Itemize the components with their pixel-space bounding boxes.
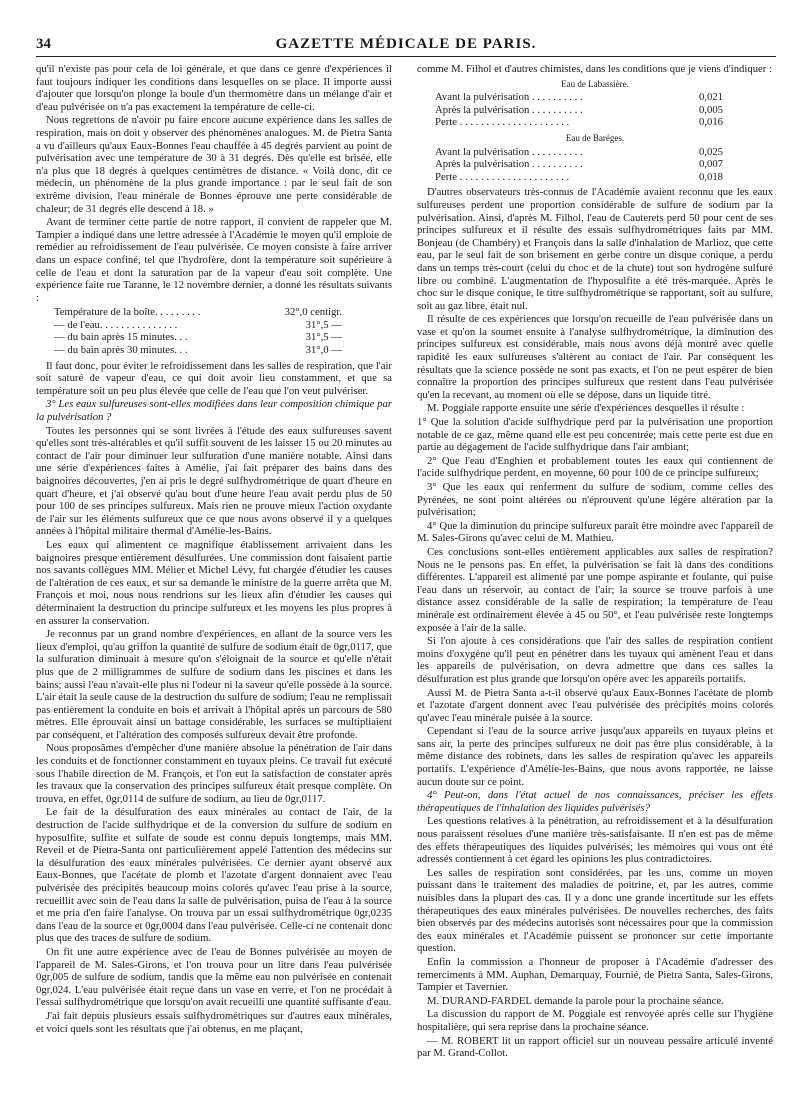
paragraph: D'autres observateurs très-connus de l'Académie avaient reconnu que les eaux sulfureuses perdent une proportion considérable de sulfure de sodium par la pulvérisation. Ainsi, d'après M. Filhol, l'eau de Cauterets perd 50 pour cent de ses principes sulfureux et il résulte des essais sulfhydrométriques faits par MM. Bonjeau (de Chambéry) et François dans la salle d'inhalation de Marlioz, que cette eau, par le seul fait de son brisement en gerbe contre un disque conique, a perdu dans un temps très-court (celui du choc et de la chute) tout son hydrogène sulfuré libre ou combiné. L'augmentation de l'hyposulfite a été très-marquée. Après le choc sur le disque conique, le titre sulfhydrométrique se rapportant, soit au sulfure, soit au gaz libre, était nul. <box>417 186 773 312</box>
list-item: 3° Que les eaux qui renferment du sulfure de sodium, comme celles des Pyrénées, ne sont point altérées ou n'éprouvent qu'une légère altération par la pulvérisation; <box>417 481 773 519</box>
bareges-table <box>417 132 773 183</box>
paragraph: Le fait de la désulfuration des eaux minérales au contact de l'air, de la destruction de l'acide sulfhydrique et de la conversion du sulfure de sodium en hyposulfite, sulfite et sulfate de soude est connu depuis longtemps, mais MM. Reveil et de Pietra-Santa ont particulièrement appelé l'attention des médecins sur la désulfuration des eaux minérales pulvérisées. Ce dernier ayant observé aux Eaux-Bonnes, que l'acétate de plomb et l'azotate d'argent donnaient avec l'eau pulvérisée des précipités beaucoup moins colorés qu'avec l'eau prise à la source, recueillit avec soin de l'eau dans la salle de pulvérisation, puisa de l'eau à la source et me pria d'en faire l'analyse. On trouva par un essai sulfhydrométrique 0gr,0235 dans l'eau de la source et 0gr,0004 dans l'eau pulvérisée. Celle-ci ne contenait donc plus que des traces de sulfure de sodium. <box>36 806 392 945</box>
paragraph: comme M. Filhol et d'autres chimistes, dans les conditions que je viens d'indiquer : <box>417 63 772 75</box>
table-caption: Eau de Baréges. <box>565 132 625 143</box>
table-row: Après la pulvérisation . . . . . . . . . . 0,005 <box>435 103 723 116</box>
paragraph: M. DURAND-FARDEL demande la parole pour la prochaine séance. <box>427 994 724 1007</box>
paragraph: Enfin la commission a l'honneur de proposer à l'Académie d'adresser des remerciments à MM. Auphan, Demarquay, Fournié, de Pietra Santa, Sales-Girons, Tampier et Tavernier. <box>417 955 773 994</box>
section-heading: 3° Les eaux sulfureuses sont-elles modifiées dans leur composition chimique par la pulvérisation ? <box>36 398 392 424</box>
paragraph: J'ai fait depuis plusieurs essais sulfhydrométriques sur d'autres eaux minérales, et voici quels sont les résultats que j'ai obtenus, en me plaçant, <box>36 1009 392 1035</box>
table-row: — du bain après 30 minutes. . . 31°,0 — <box>54 344 342 357</box>
left-column <box>36 63 392 1036</box>
temperature-table <box>36 306 392 356</box>
paragraph: Je reconnus par un grand nombre d'expériences, en allant de la source vers les lieux d'emploi, qu'au griffon la quantité de sulfure de sodium était de 0gr,0117, que la sulfuration diminuait à mesure qu'on s'éloignait de la source et qu'elle n'était plus que de 2 milligrammes de sulfure de sodium dans les piscines et dans les bains; aussi l'eau n'avait-elle plus ni l'odeur ni la saveur qu'elle possède à la source. L'air était la seule cause de la destruction du sulfure de sodium; l'eau ne remplissait pas entièrement la conduite en bois et arrivait à l'hôpital après un parcours de 580 mètres. Elle éprouvait ainsi un battage considérable, les surfaces se multipliaient par conséquent, et l'altération des composés sulfureux devait être profonde. <box>36 628 392 741</box>
list-item: 4° Que la diminution du principe sulfureux paraît être moindre avec l'appareil de M. Sales-Girons qu'avec celui de M. Mathieu. <box>417 519 773 545</box>
paragraph: Il résulte de ces expériences que lorsqu'on recueille de l'eau pulvérisée dans un vase et qu'on la soumet ensuite à l'analyse sulfhydrométrique, la diminution des principes sulfureux est considérable, mais nous avons déjà montré avec quelle rapidité les eaux sulfureuses s'altèrent au contact de l'air. Par conséquent les résultats que la science possède ne sont pas exacts, et l'on ne peut espérer de bien connaître la proportion des principes sulfureux que restent dans l'eau pulvérisée qu'en la recevant, au moment où elle se dépose, dans un liquide titré. <box>417 313 773 401</box>
paragraph: Si l'on ajoute à ces considérations que l'air des salles de respiration contient moins d'oxygène qu'il peut en pénétrer dans les tuyaux qui amènent l'eau et dans les appareils de pulvérisation, on devra admettre que dans ces salles la désulfuration est plus grande que lorsqu'on opère avec les appareils portatifs. <box>417 635 773 685</box>
right-column <box>417 63 773 1061</box>
paragraph: qu'il n'existe pas pour cela de loi générale, et que dans ce genre d'expériences il faut toujours indiquer les conditions dans lesquelles on se place. Il importe aussi d'ajouter que lorsqu'on plonge la boule d'un thermomètre dans un mélange d'air et d'eau pulvérisée on n'a pas exactement la température de celle-ci. <box>36 63 392 113</box>
page-number: 34 <box>36 36 51 52</box>
labassere-table <box>417 78 773 129</box>
table-row: Perte . . . . . . . . . . . . . . . . . . . . . 0,016 <box>435 116 723 129</box>
table-row: — du bain après 15 minutes. . . 31°,5 — <box>54 331 342 344</box>
paragraph: On fit une autre expérience avec de l'eau de Bonnes pulvérisée au moyen de l'appareil de M. Sales-Girons, et l'on trouva pour un litre dans l'eau pulvérisée 0gr,005 de sulfure de sodium, tandis que la même eau non pulvérisée en contenait 0gr,024. L'eau pulvérisée était reçue dans un vase en verre, et l'on ne procédait à l'essai sulfhydrométrique que lorsqu'on avait recueilli une quantité suffisante d'eau. <box>36 945 392 1009</box>
paragraph: Les salles de respiration sont considérées, par les uns, comme un moyen puissant dans le traitement des maladies de poitrine, et, par les autres, comme nuisibles dans la plupart des cas. Il y a donc une grande incertitude sur les effets thérapeutiques des eaux minérales pulvérisées. De nouvelles recherches, des faits bien observés par des médecins autorisés sont nécessaires pour que la commission des eaux minérales et l'Académie puissent se prononcer sur cette importante question. <box>417 866 773 955</box>
page-header <box>36 34 776 57</box>
paragraph: Nous proposâmes d'empêcher d'une manière absolue la pénétration de l'air dans les conduits et de fonctionner constamment en tuyaux pleins. Ce travail fut exécuté sous l'habile direction de M. François, et l'on eut la satisfaction de constater après les travaux que la conservation des principes sulfureux était presque complète. On trouva, en effet, 0gr,0114 de sulfure de sodium, au lieu de 0gr,0117. <box>36 742 392 805</box>
list-item: 2° Que l'eau d'Enghien et probablement toutes les eaux qui contiennent de l'acide sulfhydrique perdent, en moyenne, 60 pour 100 de ce principe sulfureux; <box>417 454 773 480</box>
table-row: — de l'eau. . . . . . . . . . . . . . . 31°,5 — <box>54 318 342 331</box>
paragraph: Toutes les personnes qui se sont livrées à l'étude des eaux sulfureuses savent qu'elles sont très-altérables et qu'il suffit souvent de les laisser 15 ou 20 minutes au contact de l'air pour diminuer leur sulfuration d'une manière notable. Ainsi dans une série d'expériences faites à Amélie, j'ai fait préparer des bains dans des baignoires découvertes, j'en ai pris le degré sulfhydrométrique de quart d'heure en quart d'heure, et j'ai observé qu'au bout d'une heure l'eau avait perdu plus de 50 pour 100 de ses principes sulfureux. Mais rien ne prouve mieux l'action oxydante de l'air sur les éléments sulfureux que ce que nous avons observé il y a quelques années à l'hôpital militaire thermal d'Amélie-les-Bains. <box>36 424 392 538</box>
paragraph: Il faut donc, pour éviter le refroidissement dans les salles de respiration, que l'air soit saturé de vapeur d'eau, ce qui doit avoir lieu constamment, et que sa température soit un peu plus élevée que celle de l'eau que l'on veut pulvériser. <box>36 359 392 397</box>
paragraph: Nous regrettons de n'avoir pu faire encore aucune expérience dans les salles de respiration, mais on doit y observer des phénomènes analogues. M. de Pietra Santa a vu d'ailleurs qu'aux Eaux-Bonnes l'eau chauffée à 45 degrés parvient au point de pulvérisation avec une température de 30 à 31 degrés. Dès qu'elle est brisée, elle n'a plus que 18 degrés à quelques centimètres de distance. « Voilà donc, dit ce médecin, un phénomène de la plus grande importance : par le seul fait de son extrême division, l'eau minérale de Bonnes éprouve une perte considérable de chaleur; de 31 degrés elle descend à 18. » <box>36 114 392 215</box>
table-row: Température de la boîte. . . . . . . . . 32°,0 centigr. <box>54 306 342 319</box>
list-item: 1° Que la solution d'acide sulfhydrique perd par la pulvérisation une proportion notable de ce gaz, même quand elle est peu concentrée; mais cette perte est due en partie au dégagement de l'acide sulfhydrique dans l'air ambiant; <box>417 416 773 454</box>
journal-title: GAZETTE MÉDICALE DE PARIS. <box>275 36 537 52</box>
table-caption: Eau de Labassière. <box>561 78 629 89</box>
table-row: Avant la pulvérisation . . . . . . . . . . 0,025 <box>435 145 723 158</box>
table-row: Avant la pulvérisation . . . . . . . . . . 0,021 <box>435 91 723 104</box>
paragraph: M. Poggiale rapporte ensuite une série d'expériences desquelles il résulte : <box>427 402 745 415</box>
paragraph: Les eaux qui alimentent ce magnifique établissement arrivaient dans les baignoires presque entièrement désulfurées. Une commission dont faisaient partie nos savants collègues MM. Mélier et Michel Lévy, fut chargée d'étudier les causes de l'altération de ces eaux, et sur sa demande le ministre de la guerre arrêta que M. François et moi, nous nous rendrions sur les lieux afin d'étudier les causes qui déterminaient la destruction du principe sulfureux et les moyens les plus propres à en assurer la conservation. <box>36 538 392 627</box>
paragraph: Les questions relatives à la pénétration, au refroidissement et à la désulfuration nous paraissent résolues d'une manière très-satisfaisante. Il n'en est pas de même des effets thérapeutiques des liquides pulvérisés; les mémoires qui vous ont été adressés contiennent à cet égard les opinions les plus contradictoires. <box>417 815 773 866</box>
newspaper-page <box>36 34 776 1114</box>
paragraph: Ces conclusions sont-elles entièrement applicables aux salles de respiration? Nous ne le pensons pas. En effet, la pulvérisation se fait là dans des conditions différentes. L'appareil est alimenté par une pompe aspirante et foulante, qui puise l'eau dans un réservoir, au contact de l'air; la source se trouve parfois à une distance assez considérable de la salle de respiration; la température de l'eau minérale est ordinairement élevée à 45 ou 50°, et l'eau pulvérisée reste longtemps exposée à l'air de la salle. <box>417 545 773 634</box>
table-row: Perte . . . . . . . . . . . . . . . . . . . . . 0,018 <box>435 170 723 183</box>
paragraph: Avant de terminer cette partie de notre rapport, il convient de rappeler que M. Tampier a indiqué dans une lettre adressée à l'Académie le moyen qu'il emploie de remédier au refroidissement de l'eau pulvérisée. Ce moyen consiste à faire arriver dans un espace confiné, tel que l'hydrofère, dont la température soit supérieure à celle de l'eau et dont la saturation par de la vapeur d'eau soit complète. Une expérience faite rue Taranne, le 12 novembre dernier, a donné les résultats suivants : <box>36 216 392 304</box>
paragraph: La discussion du rapport de M. Poggiale est renvoyée après celle sur l'hygiène hospitalière, qui sera reprise dans la prochaine séance. <box>417 1008 773 1033</box>
section-heading: 4° Peut-on, dans l'état actuel de nos connaissances, préciser les effets thérapeutiques de l'inhalation des liquides pulvérisés? <box>417 789 773 814</box>
table-row: Après la pulvérisation . . . . . . . . . . 0,007 <box>435 158 723 171</box>
paragraph: — M. ROBERT lit un rapport officiel sur un nouveau pessaire articulé inventé par M. Grand-Collot. <box>417 1034 773 1060</box>
paragraph: Aussi M. de Pietra Santa a-t-il observé qu'aux Eaux-Bonnes l'acétate de plomb et l'azotate d'argent donnent avec l'eau pulvérisée des précipités moins colorés qu'avec l'eau minérale puisée à la source. <box>417 686 773 724</box>
paragraph: Cependant si l'eau de la source arrive jusqu'aux appareils en tuyaux pleins et sans air, la perte des principes sulfureux ne doit pas être plus considérable, à la même distance des robinets, dans les salles de respiration qu'avec les appareils portatifs. L'expérience d'Amélie-les-Bains, que nous avons rapportée, ne laisse aucun doute sur ce point. <box>417 725 773 788</box>
